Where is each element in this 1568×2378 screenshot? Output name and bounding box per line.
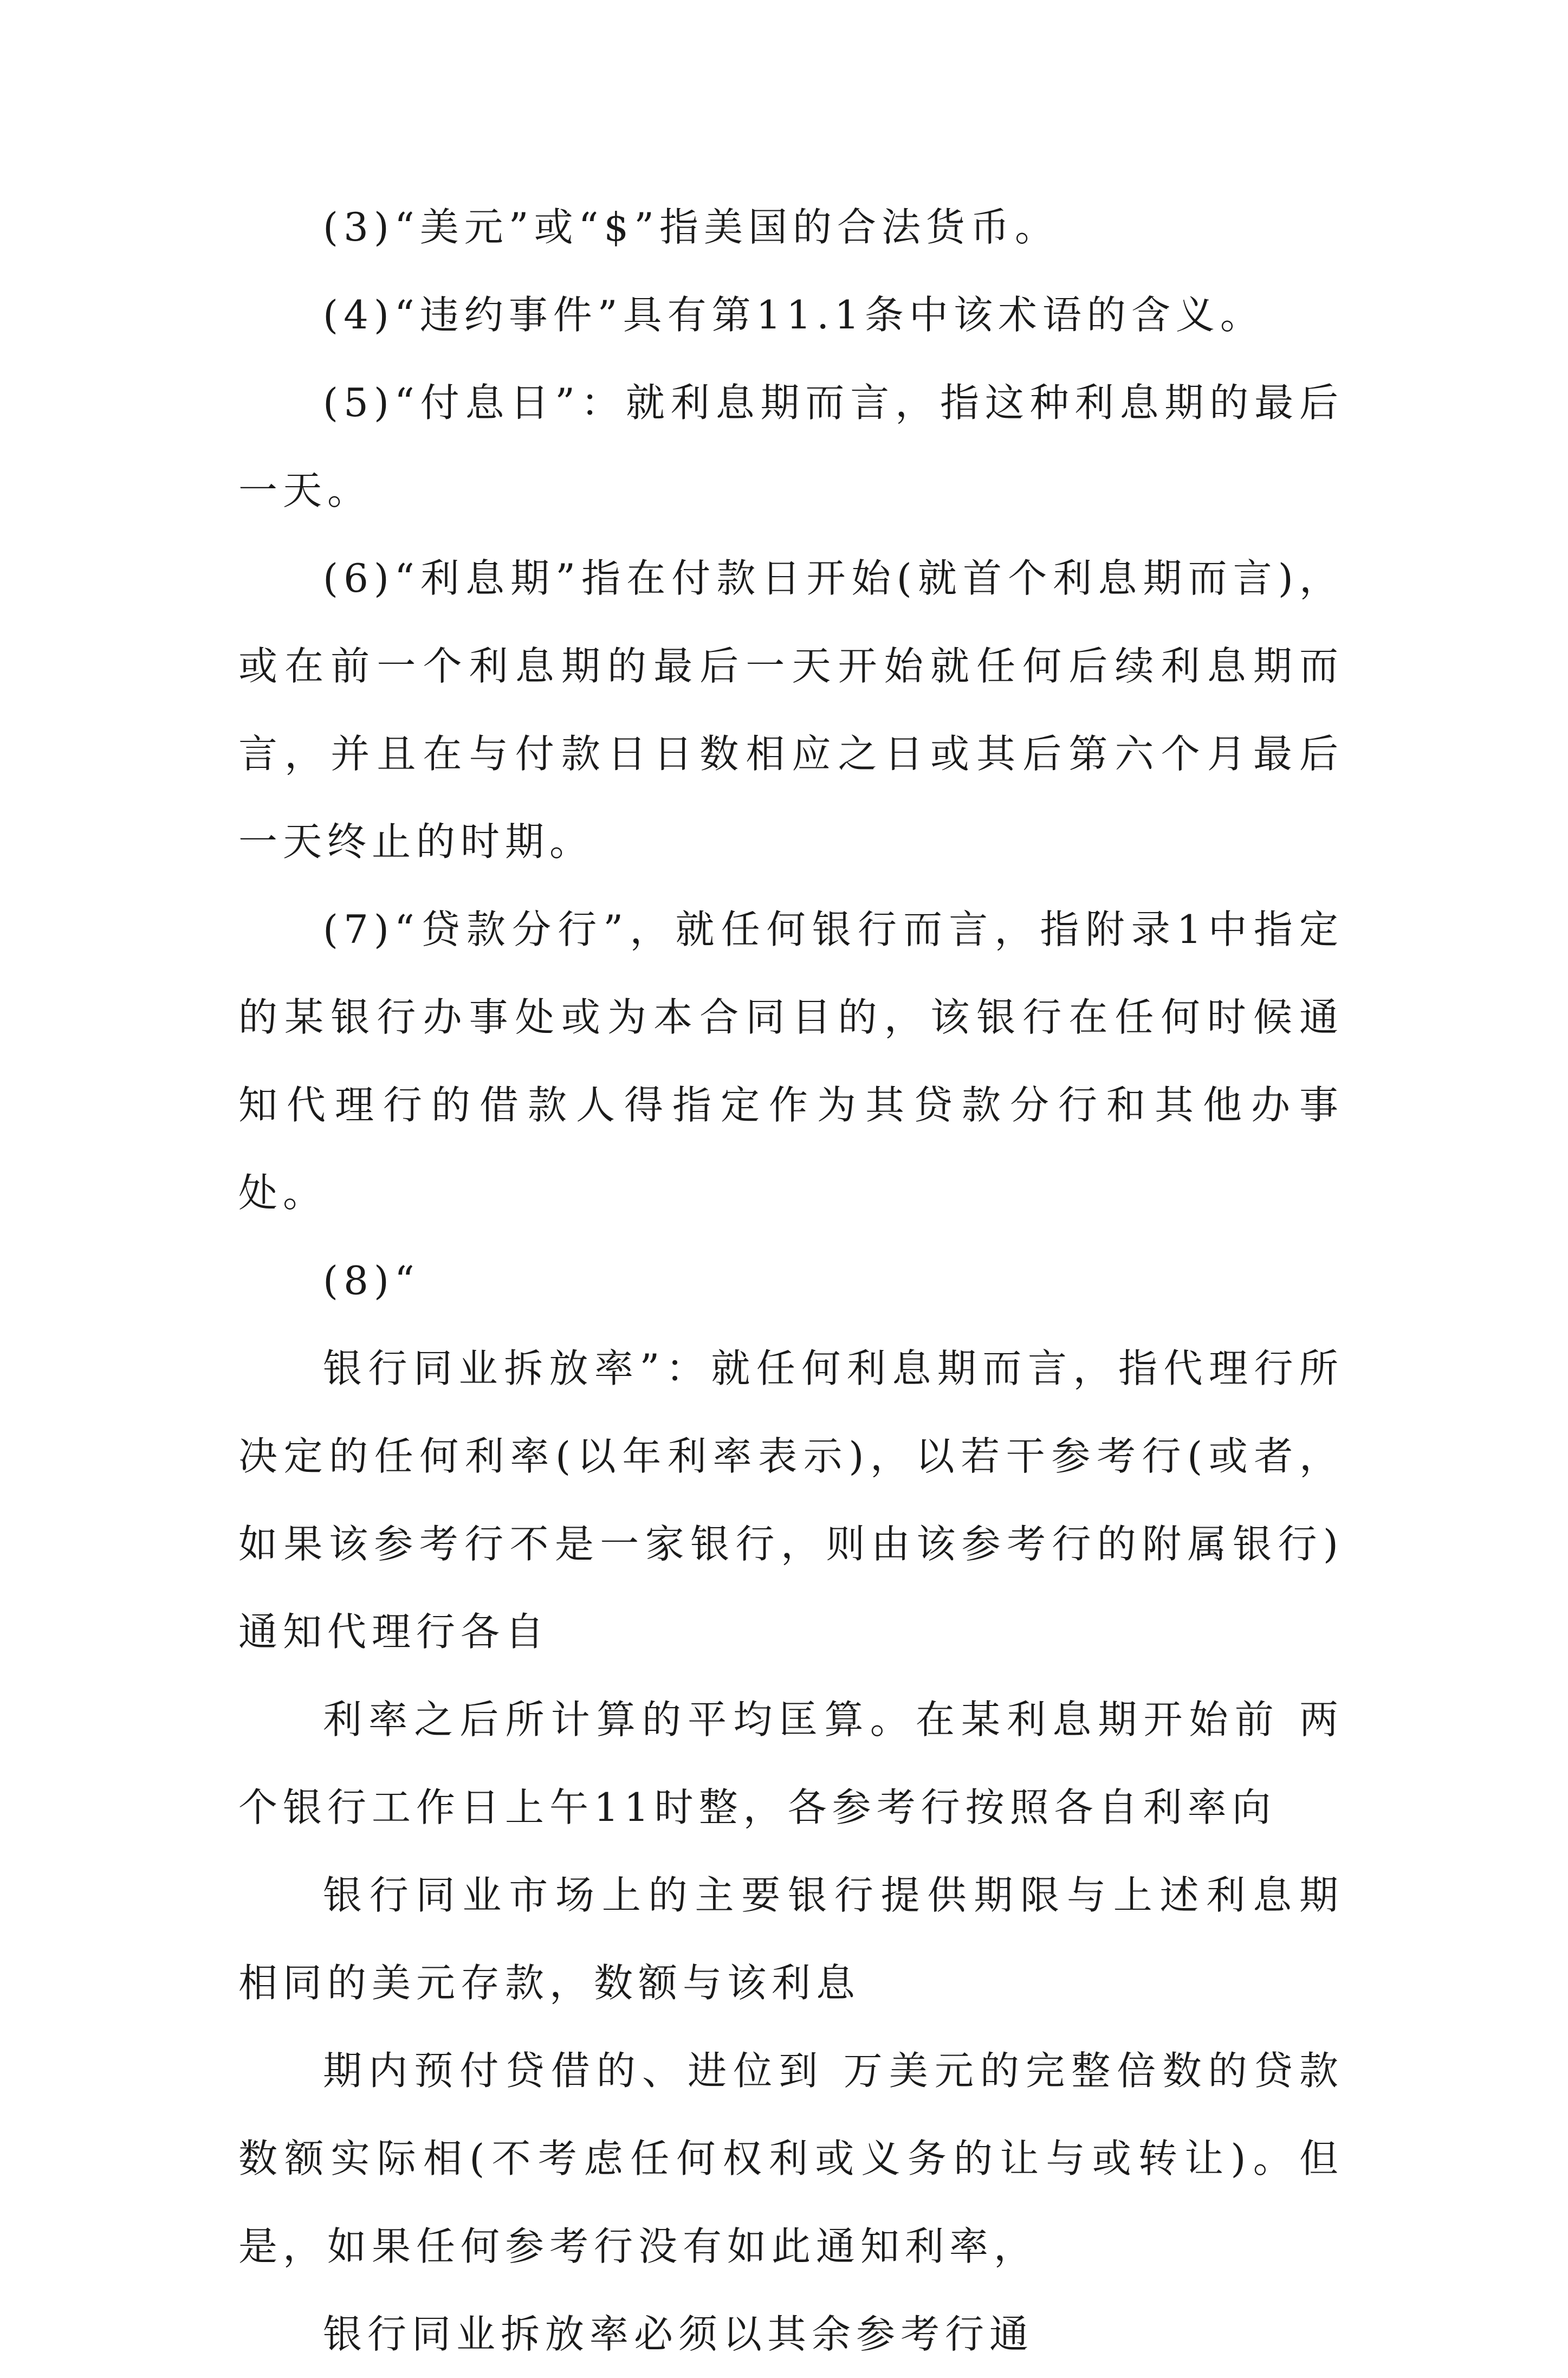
definition-paragraph-7: (7)“贷款分行”，就任何银行而言，指附录1中指定的某银行办事处或为本合同目的，该银行在任何时候通知代理行的借款人得指定作为其贷款分行和其他办事处。 [238,907,1344,1216]
definition-paragraph-8-body: 银行同业拆放率”：就任何利息期而言，指代理行所决定的任何利率(以年利率表示)，以若干参考行(或者，如果该参考行不是一家银行，则由该参考行的附属银行)通知代理行各自 [238,1346,1344,1655]
definition-paragraph-4: (4)“违约事件”具有第11.1条中该术语的含义。 [323,292,1265,338]
definition-paragraph-6: (6)“利息期”指在付款日开始(就首个利息期而言)，或在前一个利息期的最后一天开始就任何后续利息期而言，并且在与付款日日数相应之日或其后第六个月最后一天终止的时期。 [238,555,1344,864]
definition-paragraph-8-cont-2: 银行同业市场上的主要银行提供期限与上述利息期相同的美元存款，数额与该利息 [238,1872,1344,2006]
definition-paragraph-8-cont-1: 利率之后所计算的平均匡算。在某利息期开始前 两个银行工作日上午11时整，各参考行按照各自利率向 [238,1697,1344,1830]
definition-paragraph-5: (5)“付息日”：就利息期而言，指这种利息期的最后一天。 [238,380,1344,513]
definition-paragraph-3: (3)“美元”或“$”指美国的合法货币。 [323,204,1060,250]
definition-paragraph-8-heading: (8)“ [323,1258,420,1303]
definition-paragraph-8-cont-3: 期内预付贷借的、进位到 万美元的完整倍数的贷款数额实际相(不考虑任何权利或义务的让与或转让)。但是，如果任何参考行没有如此通知利率， [238,2048,1344,2269]
document-body [238,183,1344,2378]
definition-paragraph-8-cont-4: 银行同业拆放率必须以其余参考行通 [323,2311,1034,2357]
